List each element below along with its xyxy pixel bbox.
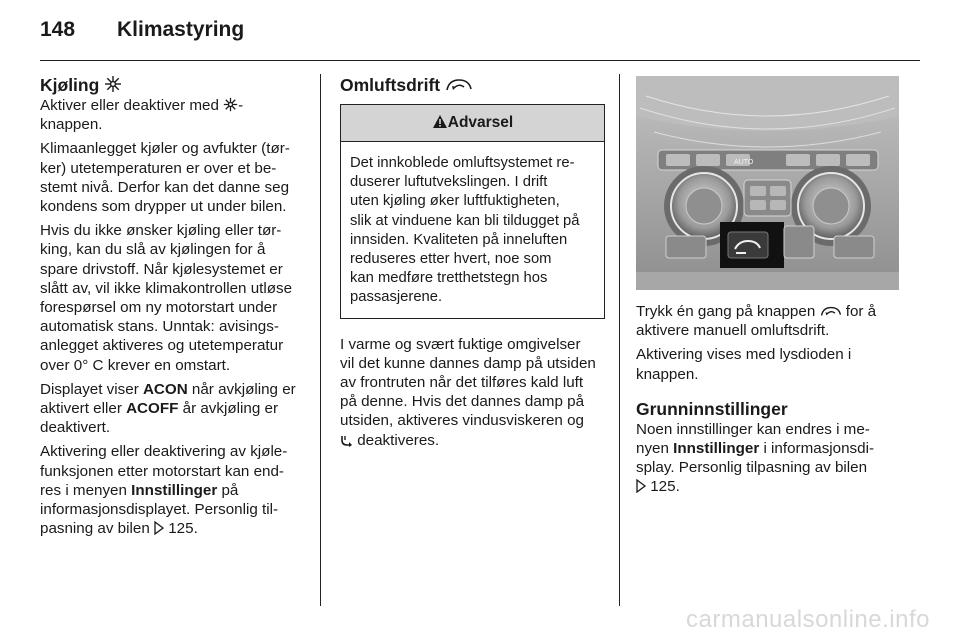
column-cooling	[40, 74, 308, 543]
page-title: Klimastyring	[117, 18, 245, 41]
section-heading-cooling: Kjøling	[40, 74, 308, 96]
cross-reference-arrow-icon	[154, 521, 164, 535]
page-header	[40, 18, 920, 48]
column-divider-left	[320, 74, 321, 606]
column-recirculation	[340, 74, 605, 455]
climate-control-panel-photo	[636, 76, 899, 290]
column-divider-right	[619, 74, 620, 606]
airflow-windscreen-icon	[340, 434, 353, 447]
paragraph-humid-conditions: I varme og svært fuktige omgivelser vil det kunne dannes damp på utsiden av frontruten når det tilføres kald luft på denne. Hvis det dannes damp på utsiden, aktiveres vindusviskeren og deaktiveres.	[340, 335, 596, 449]
header-rule	[40, 60, 920, 61]
paragraph-display-status: Displayet viser ACON når avkjøling er aktivert eller ACOFF år avkjøling er deaktivert.	[40, 380, 296, 437]
cross-reference-arrow-icon	[636, 479, 646, 493]
column-recirculation-cont	[636, 74, 901, 502]
recirculation-icon	[445, 77, 473, 93]
paragraph-disable-cooling: Hvis du ikke ønsker kjøling eller tør- king, kan du slå av kjølingen for å spare drivstoff. Når kjølesystemet er slått av, vil ikke klimakontrollen utløse forespørsel om ny motorstart under automatisk stans. Unntak: avisings- anlegget aktiveres og utetemperatur over 0° C krever en omstart.	[40, 222, 293, 374]
settings-menu-label: Innstillinger	[673, 440, 760, 458]
warning-box	[340, 104, 605, 319]
page-number: 148	[40, 18, 76, 41]
paragraph-cooling-toggle: Aktiver eller deaktiver med - knappen.	[40, 97, 244, 134]
snowflake-icon	[104, 75, 122, 93]
warning-text: Det innkoblede omluftsystemet re- duserer luftutvekslingen. I drift uten kjøling øker luftfuktigheten, slik at vinduene kan bli tildugget på innsiden. Kvaliteten på inneluften reduseres etter hvert, noe som kan medføre tretthetstegn hos passasjerene.	[350, 155, 580, 306]
section-heading-basic-settings: Grunninnstillinger	[636, 398, 788, 419]
paragraph-press-button: Trykk én gang på knappen for å aktivere manuell omluftsdrift.	[636, 303, 877, 340]
snowflake-icon	[223, 97, 238, 112]
paragraph-settings-menu: Aktivering eller deaktivering av kjøle- funksjonen etter motorstart kan end- res i menyen Innstillinger på informasjonsdisplayet. Personlig til- pasning av bilen 125.	[40, 443, 288, 538]
section-heading-recirculation: Omluftsdrift	[340, 74, 605, 96]
acon-label: ACON	[142, 380, 188, 398]
climate-panel-illustration	[636, 76, 899, 290]
warning-triangle-icon	[432, 114, 448, 129]
warning-header	[341, 105, 604, 142]
acoff-label: ACOFF	[126, 400, 179, 418]
paragraph-ac-description: Klimaanlegget kjøler og avfukter (tør- ker) utetemperaturen er over et be- stemt nivå. Derfor kan det danne seg kondens som drypper ut under bilen.	[40, 140, 290, 216]
watermark: carmanualsonline.info	[686, 606, 930, 633]
recirculation-icon	[820, 305, 842, 318]
auto-label: AUTO	[734, 159, 754, 166]
paragraph-basic-settings: Noen innstillinger kan endres i me- nyen Innstillinger i informasjonsdi- splay. Personlig tilpasning av bilen 125.	[636, 420, 875, 496]
settings-menu-label: Innstillinger	[131, 481, 218, 499]
warning-title: Advarsel	[447, 114, 514, 131]
paragraph-led-indicator: Aktivering vises med lysdioden i knappen.	[636, 346, 852, 383]
